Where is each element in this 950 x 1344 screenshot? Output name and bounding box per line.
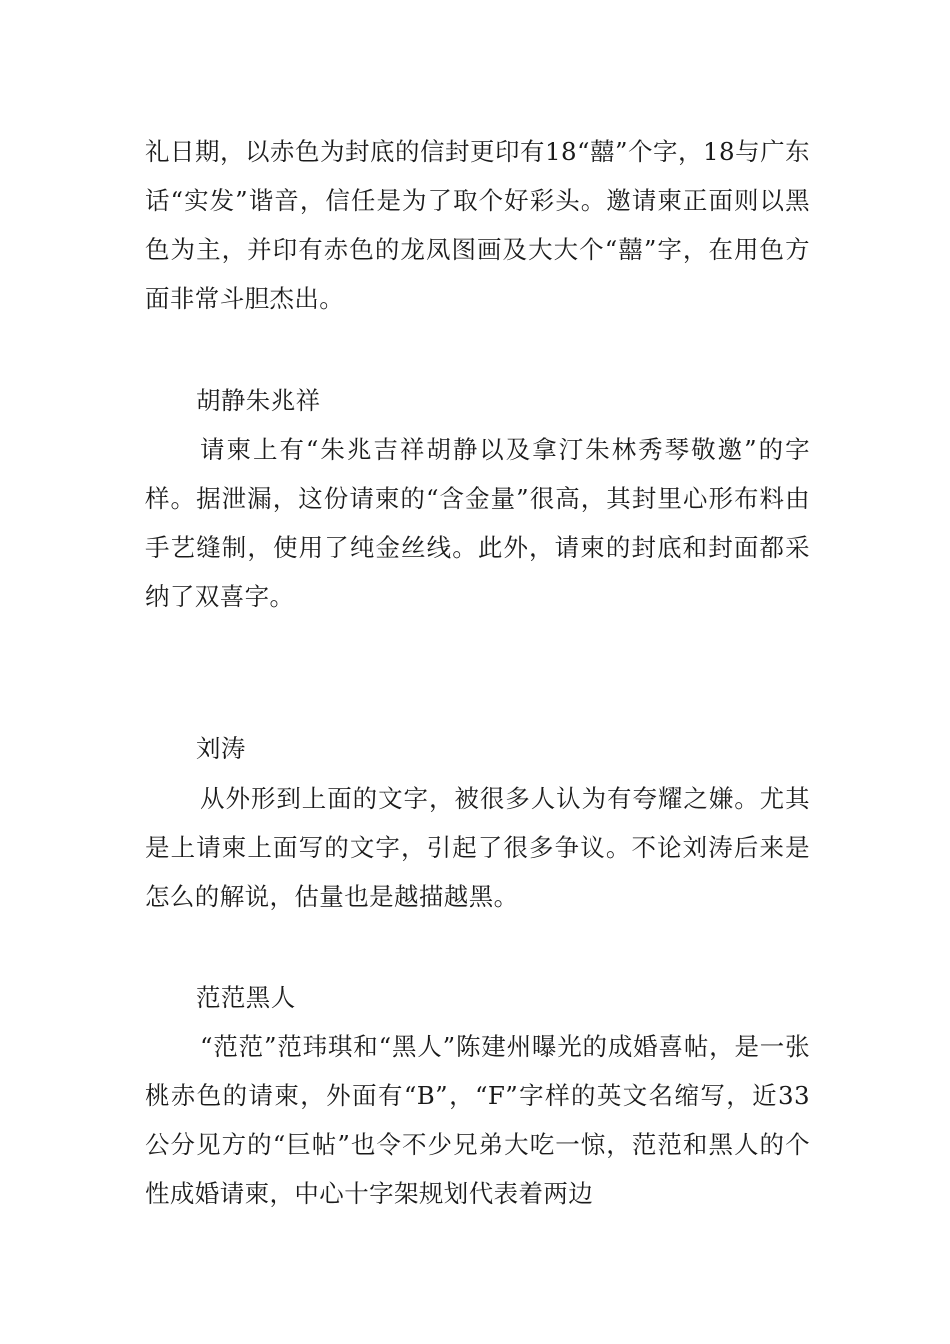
paragraph-text: 请柬上有“朱兆吉祥胡静以及拿汀朱林秀琴敬邀”的字样。据泄漏，这份请柬的“含金量”很高，其封里心形布料由手艺缝制，使用了纯金丝线。此外，请柬的封底和封面都采纳了双喜字。 — [145, 435, 810, 611]
paragraph-wedding-invitation-intro — [145, 127, 810, 323]
section-heading-fan-fan-hei-ren: 范范黑人 — [196, 983, 296, 1012]
paragraph-liu-tao — [145, 774, 810, 921]
section-heading-hu-jing-zhu-zhaoxiang: 胡静朱兆祥 — [196, 386, 321, 415]
section-heading-liu-tao: 刘涛 — [196, 734, 246, 763]
paragraph-text: 从外形到上面的文字，被很多人认为有夸耀之嫌。尤其是上请柬上面写的文字，引起了很多争议。不论刘涛后来是怎么的解说，估量也是越描越黑。 — [145, 784, 810, 911]
paragraph-text: “范范”范玮琪和“黑人”陈建州曝光的成婚喜帖，是一张桃赤色的请柬，外面有“B”，“F”字样的英文名缩写，近33公分见方的“巨帖”也令不少兄弟大吃一惊，范范和黑人的个性成婚请柬，中心十字架规划代表着两边 — [145, 1032, 810, 1208]
paragraph-fan-fan-hei-ren — [145, 1022, 810, 1218]
paragraph-hu-jing-zhu-zhaoxiang — [145, 425, 810, 621]
paragraph-text: 礼日期，以赤色为封底的信封更印有18“囍”个字，18与广东话“实发”谐音，信任是为了取个好彩头。邀请柬正面则以黑色为主，并印有赤色的龙凤图画及大大个“囍”字，在用色方面非常斗胆杰出。 — [145, 137, 810, 313]
